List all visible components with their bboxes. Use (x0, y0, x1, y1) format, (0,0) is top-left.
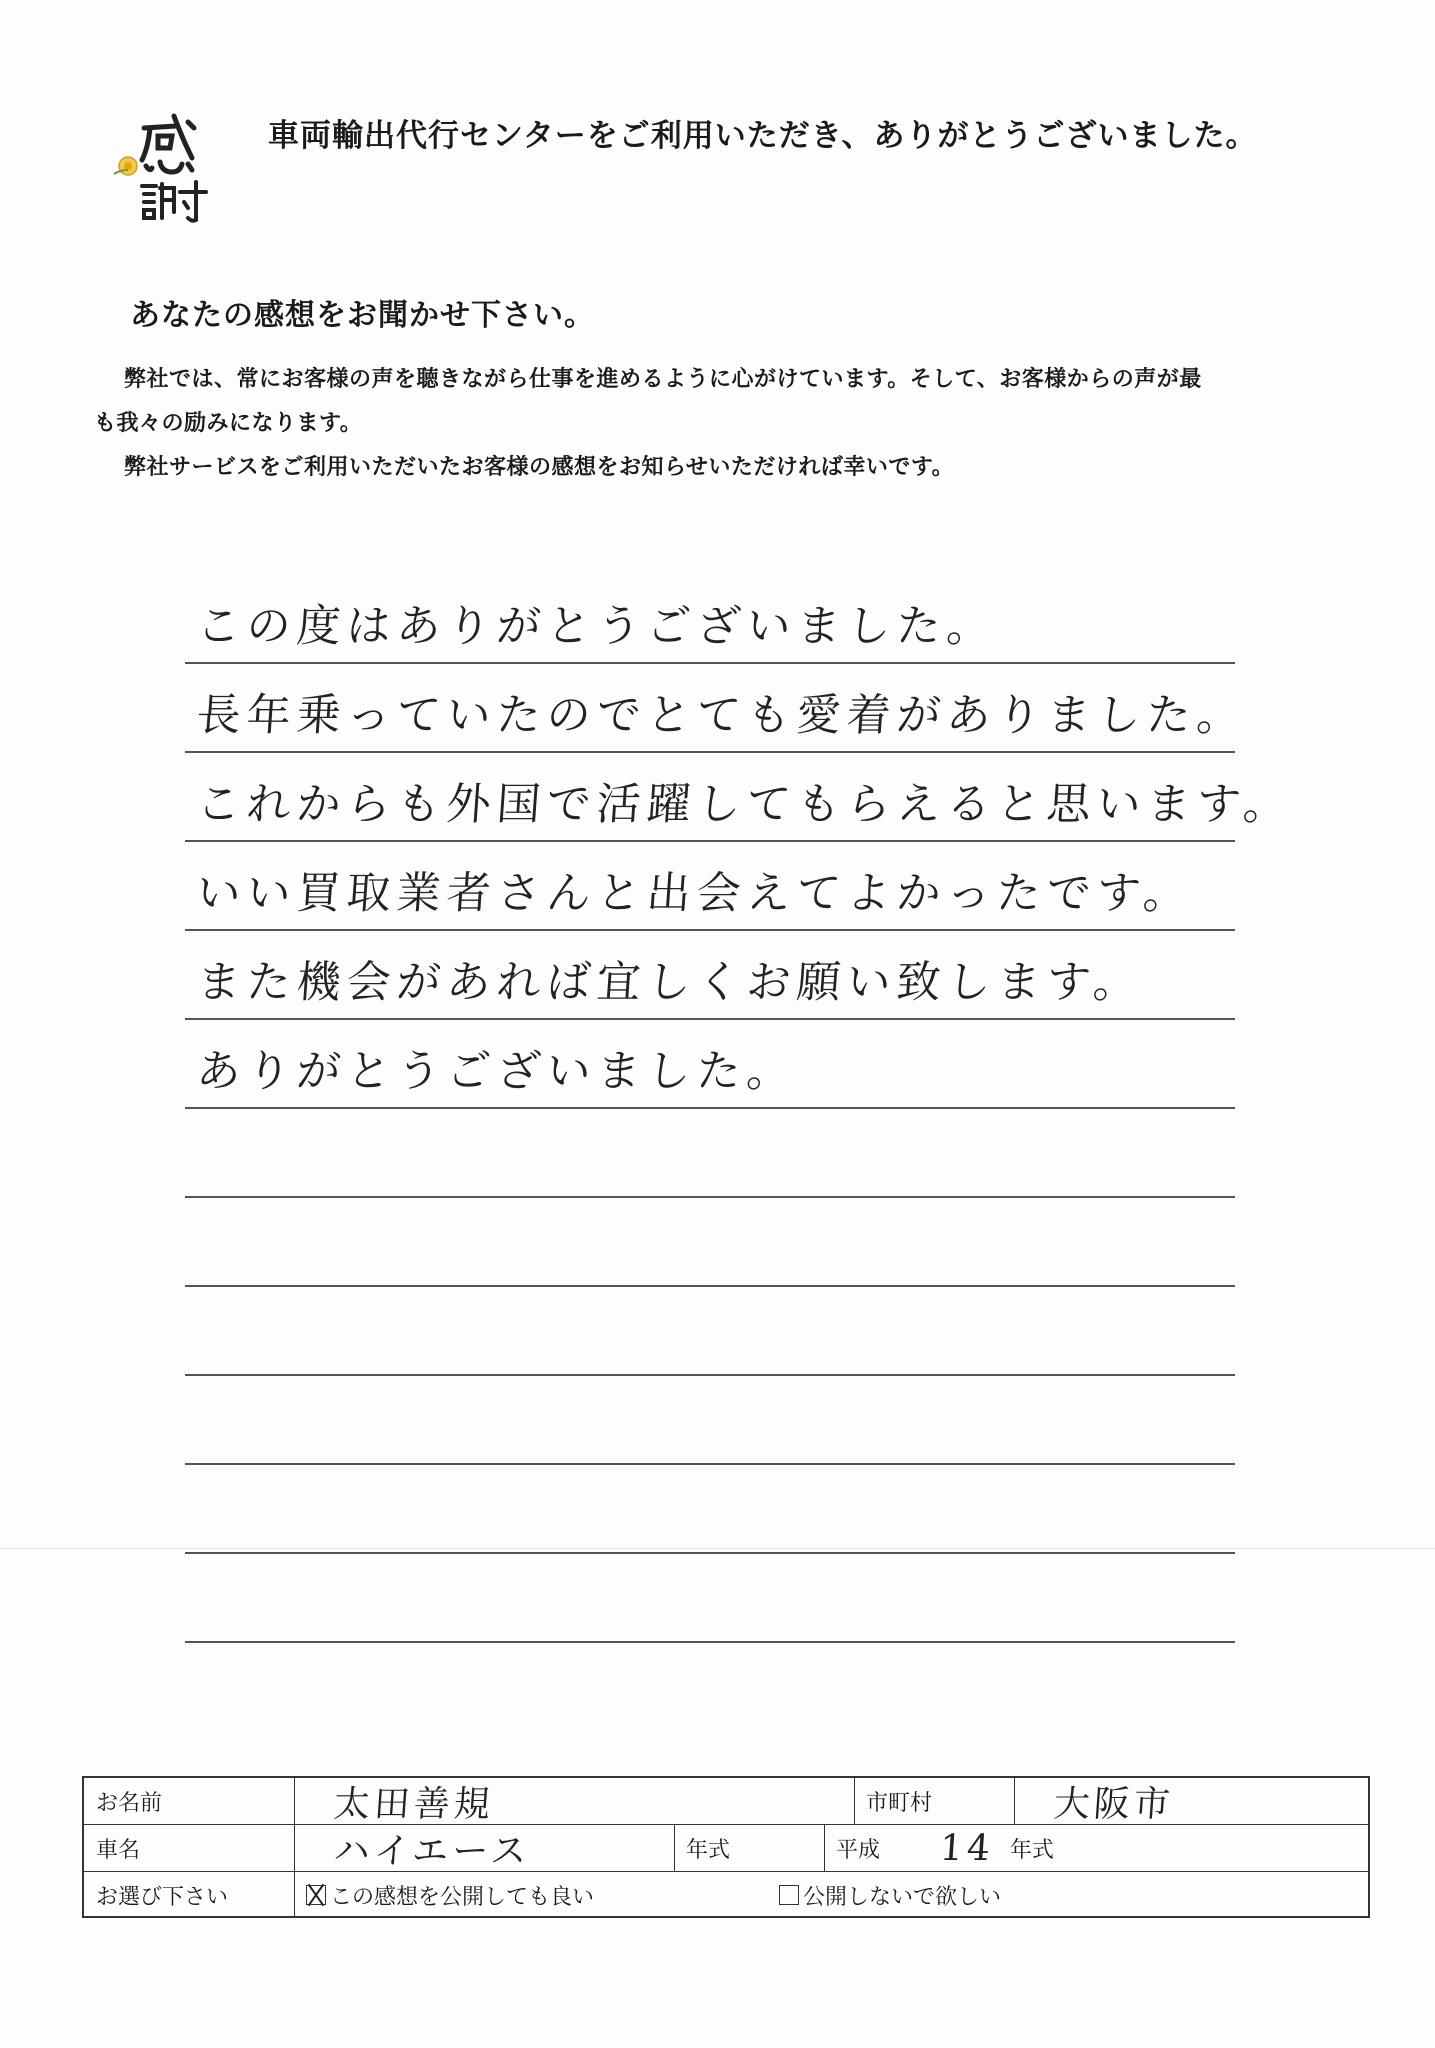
kansha-logo (106, 108, 216, 226)
car-label: 車名 (96, 1837, 141, 1863)
checkbox-public-checked[interactable] (306, 1885, 326, 1905)
comment-text: ありがとうございました。 (194, 1046, 799, 1097)
name-field[interactable] (294, 1778, 854, 1824)
option-public-label: この感想を公開しても良い (330, 1884, 595, 1910)
comment-line (185, 1020, 1235, 1109)
header-title: 車両輸出代行センターをご利用いただき、ありがとうございました。 (268, 118, 1258, 154)
comment-line (185, 1465, 1235, 1554)
year-unit: 年式 (1009, 1837, 1054, 1863)
checkbox-private[interactable] (779, 1885, 799, 1905)
car-value: ハイエース (332, 1830, 532, 1872)
intro-line-3: 弊社サービスをご利用いただいたお客様の感想をお知らせいただければ幸いです。 (124, 455, 955, 480)
kansha-logo-icon (106, 108, 216, 226)
name-row (84, 1778, 1368, 1825)
comment-line (185, 664, 1249, 753)
comment-line (185, 575, 1235, 664)
choice-row (84, 1872, 1368, 1918)
comment-line (185, 1198, 1235, 1287)
scan-fold-line (0, 1548, 1435, 1549)
era-label: 平成 (836, 1837, 881, 1863)
comment-line (185, 931, 1235, 1020)
comment-line (185, 753, 1295, 842)
name-label: お名前 (96, 1790, 163, 1816)
comment-text: 長年乗っていたのでとても愛着がありました。 (194, 690, 1249, 741)
comment-line (185, 1109, 1235, 1198)
option-public[interactable] (306, 1872, 766, 1918)
survey-intro (94, 358, 1374, 490)
comment-text: いい買取業者さんと出会えてよかったです。 (194, 868, 1195, 919)
option-private-label: 公開しないで欲しい (803, 1884, 1002, 1910)
city-label: 市町村 (866, 1790, 933, 1816)
city-value: 大阪市 (1052, 1783, 1176, 1825)
choice-label: お選び下さい (96, 1884, 229, 1910)
intro-line-1: 弊社では、常にお客様の声を聴きながら仕事を進めるように心がけています。そして、お客様からの声が最 (124, 367, 1202, 392)
car-field[interactable] (294, 1825, 674, 1871)
option-private[interactable] (779, 1872, 1179, 1918)
comment-line (185, 1376, 1235, 1465)
comment-area[interactable] (185, 575, 1295, 1643)
comment-text: この度はありがとうございました。 (194, 601, 999, 652)
comment-text: これからも外国で活躍してもらえると思います。 (194, 779, 1295, 830)
comment-line (185, 1554, 1235, 1643)
car-row (84, 1825, 1368, 1872)
year-value: 14 (938, 1827, 996, 1869)
intro-line-2: も我々の励みになります。 (94, 411, 363, 436)
comment-line (185, 842, 1235, 931)
survey-heading: あなたの感想をお聞かせ下さい。 (130, 298, 595, 333)
name-value: 太田善規 (332, 1783, 496, 1825)
comment-line (185, 1287, 1235, 1376)
year-label: 年式 (686, 1837, 731, 1863)
customer-info-table (82, 1776, 1370, 1918)
comment-text: また機会があれば宜しくお願い致します。 (194, 957, 1145, 1008)
year-field[interactable] (824, 1825, 1368, 1871)
city-field[interactable] (1014, 1778, 1368, 1824)
